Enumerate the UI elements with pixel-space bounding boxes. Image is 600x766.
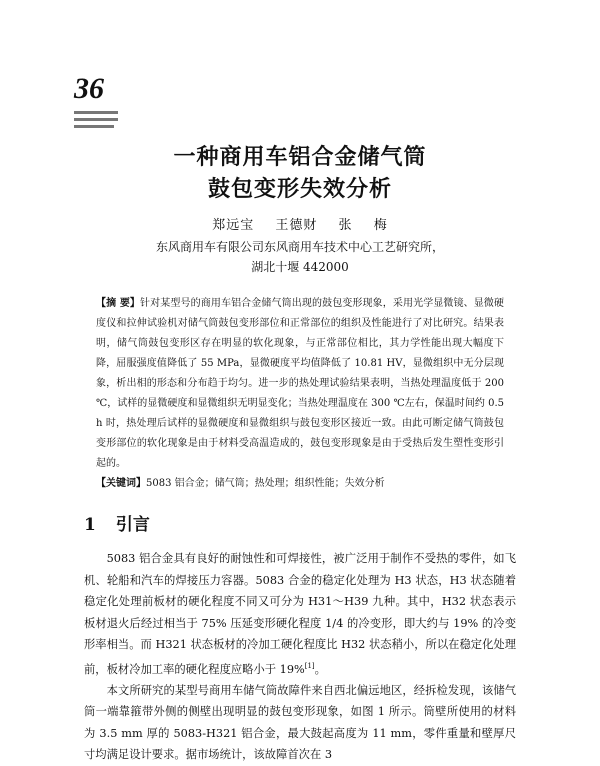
journal-info-line — [74, 111, 118, 114]
journal-info-line — [74, 125, 114, 128]
section-body — [84, 548, 516, 766]
abstract-text: 针对某型号的商用车铝合金储气筒出现的鼓包变形现象，采用光学显微镜、显微硬度仪和拉伸试验机对储气筒鼓包变形部位和正常部位的组织及性能进行了对比研究。结果表明，储气筒鼓包变形区存在明显的软化现象，与正常部位相比，其力学性能出现大幅度下降，屈服强度值降低了 55 MPa，显微硬度平均值降低了 10.81 HV，显微组织中无分层现象，析出相的形态和分布趋于均匀。进一步的热处理试验结果表明，当热处理温度低于 200 ℃，试样的显微硬度和显微组织无明显变化；当热处理温度在 300 ℃左右，保温时间约 0.5 h 时，热处理后试样的显微硬度和显微组织与鼓包变形区接近一致。由此可断定储气筒鼓包变形部位的软化现象是由于材料受高温造成的，鼓包变形现象是由于受热后发生塑性变形引起的。 — [96, 298, 504, 469]
keywords — [96, 474, 504, 494]
affiliation-line-2: 湖北十堰 442000 — [251, 260, 349, 274]
abstract — [96, 294, 504, 474]
paragraph-1-end: 。 — [314, 662, 326, 676]
paragraph-2: 本文所研究的某型号商用车储气筒故障件来自西北偏远地区，经拆检发现，该储气筒一端靠箍带外侧的侧壁出现明显的鼓包变形现象，如图 1 所示。筒壁所使用的材料为 3.5 mm 厚的 5083-H321 铝合金，最大鼓起高度为 11 mm，零件重量和壁厚尺寸均满足设计要求。据市场统计，该故障首次在 3 — [84, 683, 516, 762]
article-title-line-1: 一种商用车铝合金储气筒 — [173, 144, 427, 170]
section-number: 1 — [84, 515, 96, 535]
citation-ref: [1] — [304, 661, 315, 670]
affiliation-line-1: 东风商用车有限公司东风商用车技术中心工艺研究所， — [155, 240, 444, 254]
section-title: 引言 — [115, 515, 150, 535]
section-heading — [84, 510, 170, 535]
paragraph-1-text: 5083 铝合金具有良好的耐蚀性和可焊接性，被广泛用于制作不受热的零件，如飞机、轮船和汽车的焊接压力容器。5083 合金的稳定化处理为 H3 状态，H3 状态随着稳定化处理前板材的硬化程度不同又可分为 H31～H39 九种。其中，H32 状态表示板材退火后经过相当于 75% 压延变形硬化程度 1/4 的冷变形，即大约与 19% 的冷变形率相当。而 H321 状态板材的冷加工硬化程度比 H32 状态稍小，所以在稳定化处理前，板材冷加工率的硬化程度应略小于 19% — [84, 552, 516, 676]
article-title-line-2: 鼓包变形失效分析 — [207, 176, 392, 202]
page-number: 36 — [74, 72, 104, 105]
keywords-text: 5083 铝合金；储气筒；热处理；组织性能；失效分析 — [146, 478, 385, 489]
paragraph-1 — [84, 548, 516, 680]
authors: 郑远宝 王德财 张 梅 — [212, 218, 388, 233]
keywords-label: 【关键词】 — [96, 478, 146, 489]
abstract-label: 【摘 要】 — [96, 298, 141, 309]
journal-info-line — [74, 118, 118, 121]
